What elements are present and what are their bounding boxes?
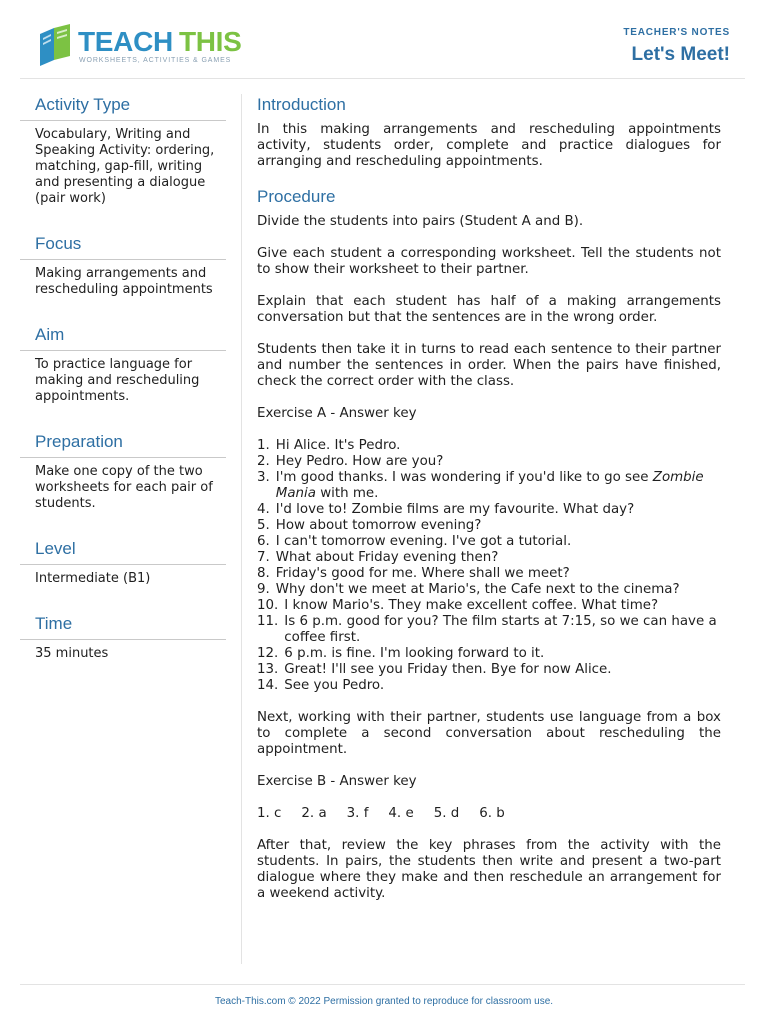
teachers-notes-label: TEACHER'S NOTES [623,27,730,38]
procedure-paragraph: Students then take it in turns to read each sentence to their partner and number the sentences in order. When the pairs have finished, check the correct order with the class. [257,342,721,389]
page-header [0,0,768,78]
section-heading: Focus [20,233,226,260]
list-item [257,646,721,662]
answer-b-item: 1. c [257,806,282,821]
list-item [257,598,721,614]
sidebar [20,94,226,688]
section-text: Making arrangements and rescheduling appointments [35,266,213,297]
introduction-text: In this making arrangements and rescheduling appointments activity, students order, complete and practice dialogues for arranging and rescheduling appointments. [257,122,721,169]
exercise-b-heading: Exercise B - Answer key [257,774,417,789]
section-heading: Level [20,538,226,565]
item-number: 9. [257,582,270,597]
item-number: 13. [257,662,279,677]
procedure-heading: Procedure [257,187,336,206]
item-number: 8. [257,566,270,581]
page-title: Let's Meet! [631,44,730,65]
item-text: Friday's good for me. Where shall we meet? [275,566,570,581]
list-item [257,518,721,534]
procedure-paragraph: Next, working with their partner, students use language from a box to complete a second conversation about rescheduling the appointment. [257,710,721,757]
list-item [257,662,721,678]
logo-wordmark [78,26,242,58]
section-text: 35 minutes [35,646,109,661]
sidebar-section-aim [20,324,226,405]
film-title: Zombie Mania [275,470,704,501]
sidebar-section-activity-type [20,94,226,207]
list-item [257,678,721,694]
item-number: 1. [257,438,270,453]
list-item [257,614,721,646]
item-text: Great! I'll see you Friday then. Bye for now Alice. [284,662,612,677]
section-heading: Preparation [20,431,226,458]
list-item [257,566,721,582]
item-number: 4. [257,502,270,517]
exercise-a-heading: Exercise A - Answer key [257,406,417,421]
list-item [257,470,721,502]
item-text: Hi Alice. It's Pedro. [275,438,401,453]
item-number: 3. [257,470,270,485]
header-divider [20,78,745,79]
item-text-part: with me. [315,486,379,501]
item-text-part: I'm good thanks. I was wondering if you'd like to go see [275,470,653,485]
item-number: 5. [257,518,270,533]
item-number: 11. [257,614,279,629]
list-item [257,582,721,598]
section-heading: Activity Type [20,94,226,121]
item-text: I know Mario's. They make excellent coffee. What time? [284,598,659,613]
list-item [257,550,721,566]
section-text: Vocabulary, Writing and Speaking Activity: ordering, matching, gap-fill, writing and presenting a dialogue (pair work) [35,127,215,206]
item-text: See you Pedro. [284,678,385,693]
main-content [257,94,721,902]
footer-copyright: Teach-This.com © 2022 Permission granted to reproduce for classroom use. [214,996,554,1007]
list-item [257,502,721,518]
item-number: 14. [257,678,279,693]
answer-b-item: 3. f [346,806,369,821]
procedure-paragraph: Divide the students into pairs (Student A and B). [257,214,584,229]
item-text: I'd love to! Zombie films are my favourite. What day? [275,502,635,517]
item-text: How about tomorrow evening? [275,518,482,533]
teach-this-logo[interactable] [36,24,242,70]
list-item [257,454,721,470]
section-text: Make one copy of the two worksheets for each pair of students. [35,464,213,511]
answer-b-item: 6. b [479,806,505,821]
answer-b-item: 5. d [433,806,460,821]
item-text: Hey Pedro. How are you? [275,454,444,469]
procedure-paragraph: Give each student a corresponding worksheet. Tell the students not to show their worksheet to their partner. [257,246,721,277]
logo-tagline: WORKSHEETS, ACTIVITIES & GAMES [79,57,232,64]
item-text: 6 p.m. is fine. I'm looking forward to it. [284,646,545,661]
list-item [257,438,721,454]
item-text [276,470,721,502]
sidebar-section-level [20,538,226,587]
item-number: 2. [257,454,270,469]
book-logo-icon [36,24,76,66]
item-number: 12. [257,646,279,661]
procedure-paragraph: After that, review the key phrases from the activity with the students. In pairs, the students then write and present a two-part dialogue where they make and then reschedule an arrangement for a weekend activity. [257,838,721,901]
sidebar-section-focus [20,233,226,298]
procedure-paragraph: Explain that each student has half of a making arrangements conversation but that the sentences are in the wrong order. [257,294,721,325]
footer-divider [20,984,745,985]
item-text: Is 6 p.m. good for you? The film starts at 7:15, so we can have a coffee first. [284,614,717,645]
list-item [257,534,721,550]
sidebar-section-preparation [20,431,226,512]
section-text: To practice language for making and rescheduling appointments. [35,357,200,404]
item-number: 7. [257,550,270,565]
section-text: Intermediate (B1) [35,571,151,586]
logo-this: THIS [178,26,242,57]
introduction-heading: Introduction [257,95,346,114]
section-heading: Time [20,613,226,640]
answer-b-item: 2. a [301,806,327,821]
logo-teach: TEACH [78,26,173,57]
section-heading: Aim [20,324,226,351]
answer-b-item: 4. e [388,806,414,821]
answer-key-b [257,806,721,822]
item-number: 10. [257,598,279,613]
item-text: What about Friday evening then? [275,550,499,565]
sidebar-section-time [20,613,226,662]
column-divider [241,94,242,964]
item-number: 6. [257,534,270,549]
answer-key-a-list [257,438,721,694]
item-text: I can't tomorrow evening. I've got a tutorial. [275,534,572,549]
item-text: Why don't we meet at Mario's, the Cafe next to the cinema? [275,582,680,597]
